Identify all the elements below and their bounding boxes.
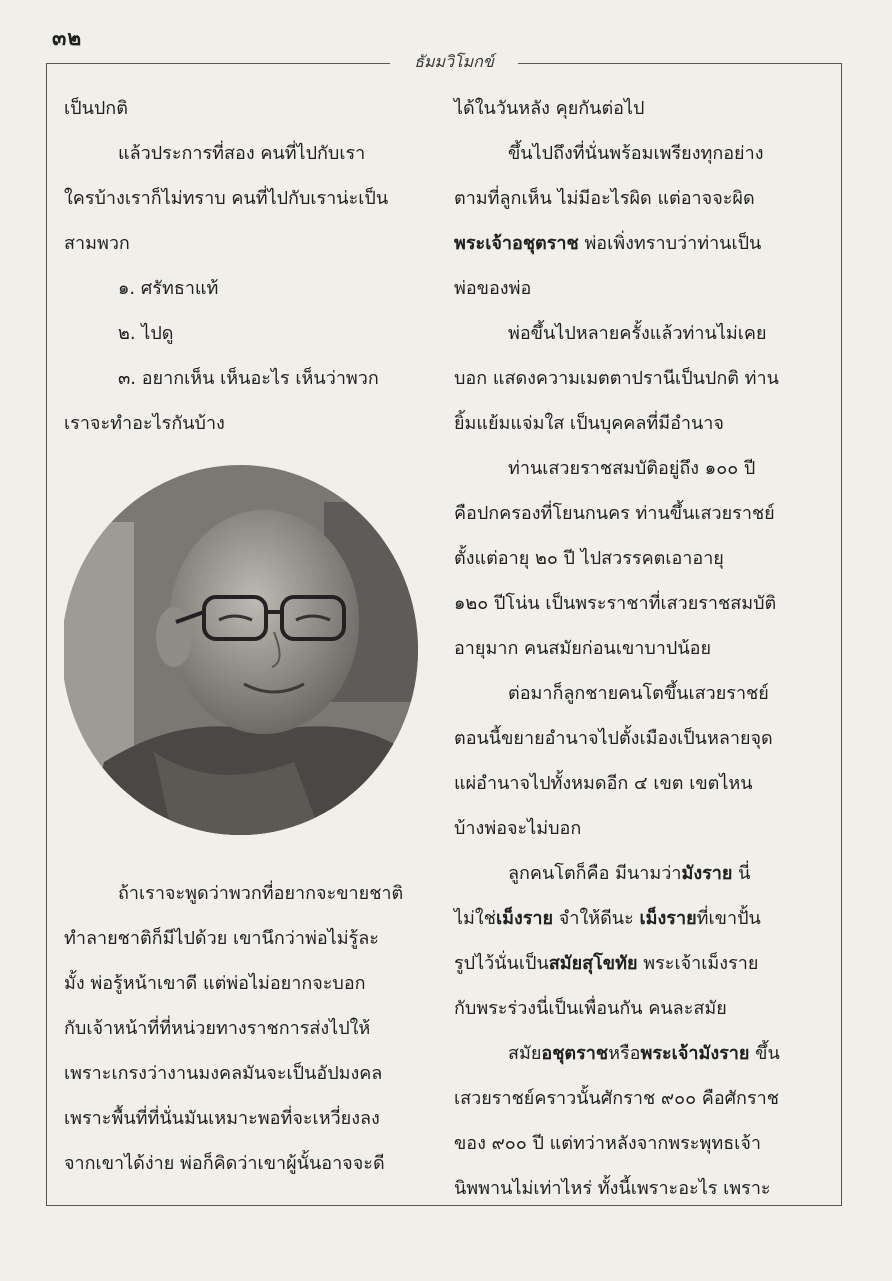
text-span: พ่อเพิ่งทราบว่าท่านเป็น xyxy=(578,233,762,254)
page-number: ๓๒ xyxy=(52,26,83,50)
text-line: ต่อมาก็ลูกชายคนโตขึ้นเสวยราชย์ xyxy=(508,683,769,704)
text-line: บอก แสดงความเมตตาปรานีเป็นปกติ ท่าน xyxy=(454,368,779,389)
left-column-bottom xyxy=(64,871,420,1186)
text-span: รูปไว้นั่นเป็น xyxy=(454,953,549,974)
text-line xyxy=(454,896,811,941)
text-line: กับเจ้าหน้าที่ที่หน่วยทางราชการส่งไปให้ xyxy=(64,1018,371,1039)
text-line: เป็นปกติ xyxy=(64,98,128,119)
text-line: แผ่อำนาจไปทั้งหมดอีก ๔ เขต เขตไหน xyxy=(454,773,753,794)
text-line: คือปกครองที่โยนกนคร ท่านขึ้นเสวยราชย์ xyxy=(454,503,775,524)
text-line: ตั้งแต่อายุ ๒๐ ปี ไปสวรรคตเอาอายุ xyxy=(454,548,724,569)
text-span: สมัย xyxy=(508,1043,542,1064)
text-line: ตามที่ลูกเห็น ไม่มีอะไรผิด แต่อาจจะผิด xyxy=(454,188,755,209)
text-span: หรือ xyxy=(608,1043,641,1064)
text-line: พ่อขึ้นไปหลายครั้งแล้วท่านไม่เคย xyxy=(508,323,767,344)
running-title: ธัมมวิโมกข์ xyxy=(414,52,494,71)
text-line: ตอนนี้ขยายอำนาจไปตั้งเมืองเป็นหลายจุด xyxy=(454,728,773,749)
text-line: ๑๒๐ ปีโน่น เป็นพระราชาที่เสวยราชสมบัติ xyxy=(454,593,777,614)
text-span: ขึ้น xyxy=(749,1043,780,1064)
text-line: สามพวก xyxy=(64,233,130,254)
list-item: ๒. ไปดู xyxy=(118,323,174,344)
text-line xyxy=(454,1031,811,1076)
text-line: เราจะทำอะไรกันบ้าง xyxy=(64,413,225,434)
text-line: ใครบ้างเราก็ไม่ทราบ คนที่ไปกับเราน่ะเป็น xyxy=(64,188,389,209)
text-line: เสวยราชย์คราวนั้นศักราช ๙๐๐ คือศักราช xyxy=(454,1088,779,1109)
text-line xyxy=(454,221,811,266)
text-span: ไม่ใช่ xyxy=(454,908,496,929)
left-column-top xyxy=(64,86,420,446)
bold-name: เม็งราย xyxy=(639,908,697,929)
list-item: ๑. ศรัทธาแท้ xyxy=(118,278,219,299)
text-span: ลูกคนโตก็คือ มีนามว่า xyxy=(508,863,682,884)
bold-name: สมัยสุโขทัย xyxy=(548,953,638,974)
text-line: มั้ง พ่อรู้หน้าเขาดี แต่พ่อไม่อยากจะบอก xyxy=(64,973,366,994)
text-line: แล้วประการที่สอง คนที่ไปกับเรา xyxy=(118,143,366,164)
frame-top-rule-left xyxy=(46,63,390,64)
text-line: นิพพานไม่เท่าไหร่ ทั้งนี้เพราะอะไร เพราะ xyxy=(454,1178,771,1199)
text-line: ของ ๙๐๐ ปี แต่ทว่าหลังจากพระพุทธเจ้า xyxy=(454,1133,761,1154)
text-line: เพราะพื้นที่ที่นั่นมันเหมาะพอที่จะเหวี่ยงลง xyxy=(64,1108,380,1129)
list-item: ๓. อยากเห็น เห็นอะไร เห็นว่าพวก xyxy=(118,368,379,389)
text-line: ถ้าเราจะพูดว่าพวกที่อยากจะขายชาติ xyxy=(118,883,404,904)
text-line: กับพระร่วงนี่เป็นเพื่อนกัน คนละสมัย xyxy=(454,998,727,1019)
right-column xyxy=(454,86,811,1211)
text-line: ทำลายชาติก็มีไปด้วย เขานึกว่าพ่อไม่รู้ละ xyxy=(64,928,379,949)
text-line: พ่อของพ่อ xyxy=(454,278,532,299)
text-line: เพราะเกรงว่างานมงคลมันจะเป็นอัปมงคล xyxy=(64,1063,383,1084)
text-line: จากเขาได้ง่าย พ่อก็คิดว่าเขาผู้นั้นอาจจะดี xyxy=(64,1153,385,1174)
text-span: นี่ xyxy=(732,863,751,884)
bold-name: อชุตราช xyxy=(541,1043,609,1064)
text-line: ขึ้นไปถึงที่นั่นพร้อมเพรียงทุกอย่าง xyxy=(508,143,764,164)
text-line: ยิ้มแย้มแจ่มใส เป็นบุคคลที่มีอำนาจ xyxy=(454,413,724,434)
bold-name: พระเจ้าอชุตราช xyxy=(454,233,579,254)
text-line: บ้างพ่อจะไม่บอก xyxy=(454,818,582,839)
frame-top-rule-right xyxy=(518,63,842,64)
text-line xyxy=(454,851,811,896)
bold-name: มังราย xyxy=(681,863,733,884)
text-span: ที่เขาปั้น xyxy=(696,908,761,929)
text-line: อายุมาก คนสมัยก่อนเขาบาปน้อย xyxy=(454,638,712,659)
bold-name: พระเจ้ามังราย xyxy=(640,1043,750,1064)
text-span: พระเจ้าเม็งราย xyxy=(637,953,759,974)
text-line: ได้ในวันหลัง คุยกันต่อไป xyxy=(454,98,645,119)
bold-name: เม็งราย xyxy=(495,908,554,929)
text-line: ท่านเสวยราชสมบัติอยู่ถึง ๑๐๐ ปี xyxy=(508,458,756,479)
text-span: จำให้ดีนะ xyxy=(553,908,640,929)
text-line xyxy=(454,941,811,986)
monk-portrait-photo xyxy=(64,462,420,842)
